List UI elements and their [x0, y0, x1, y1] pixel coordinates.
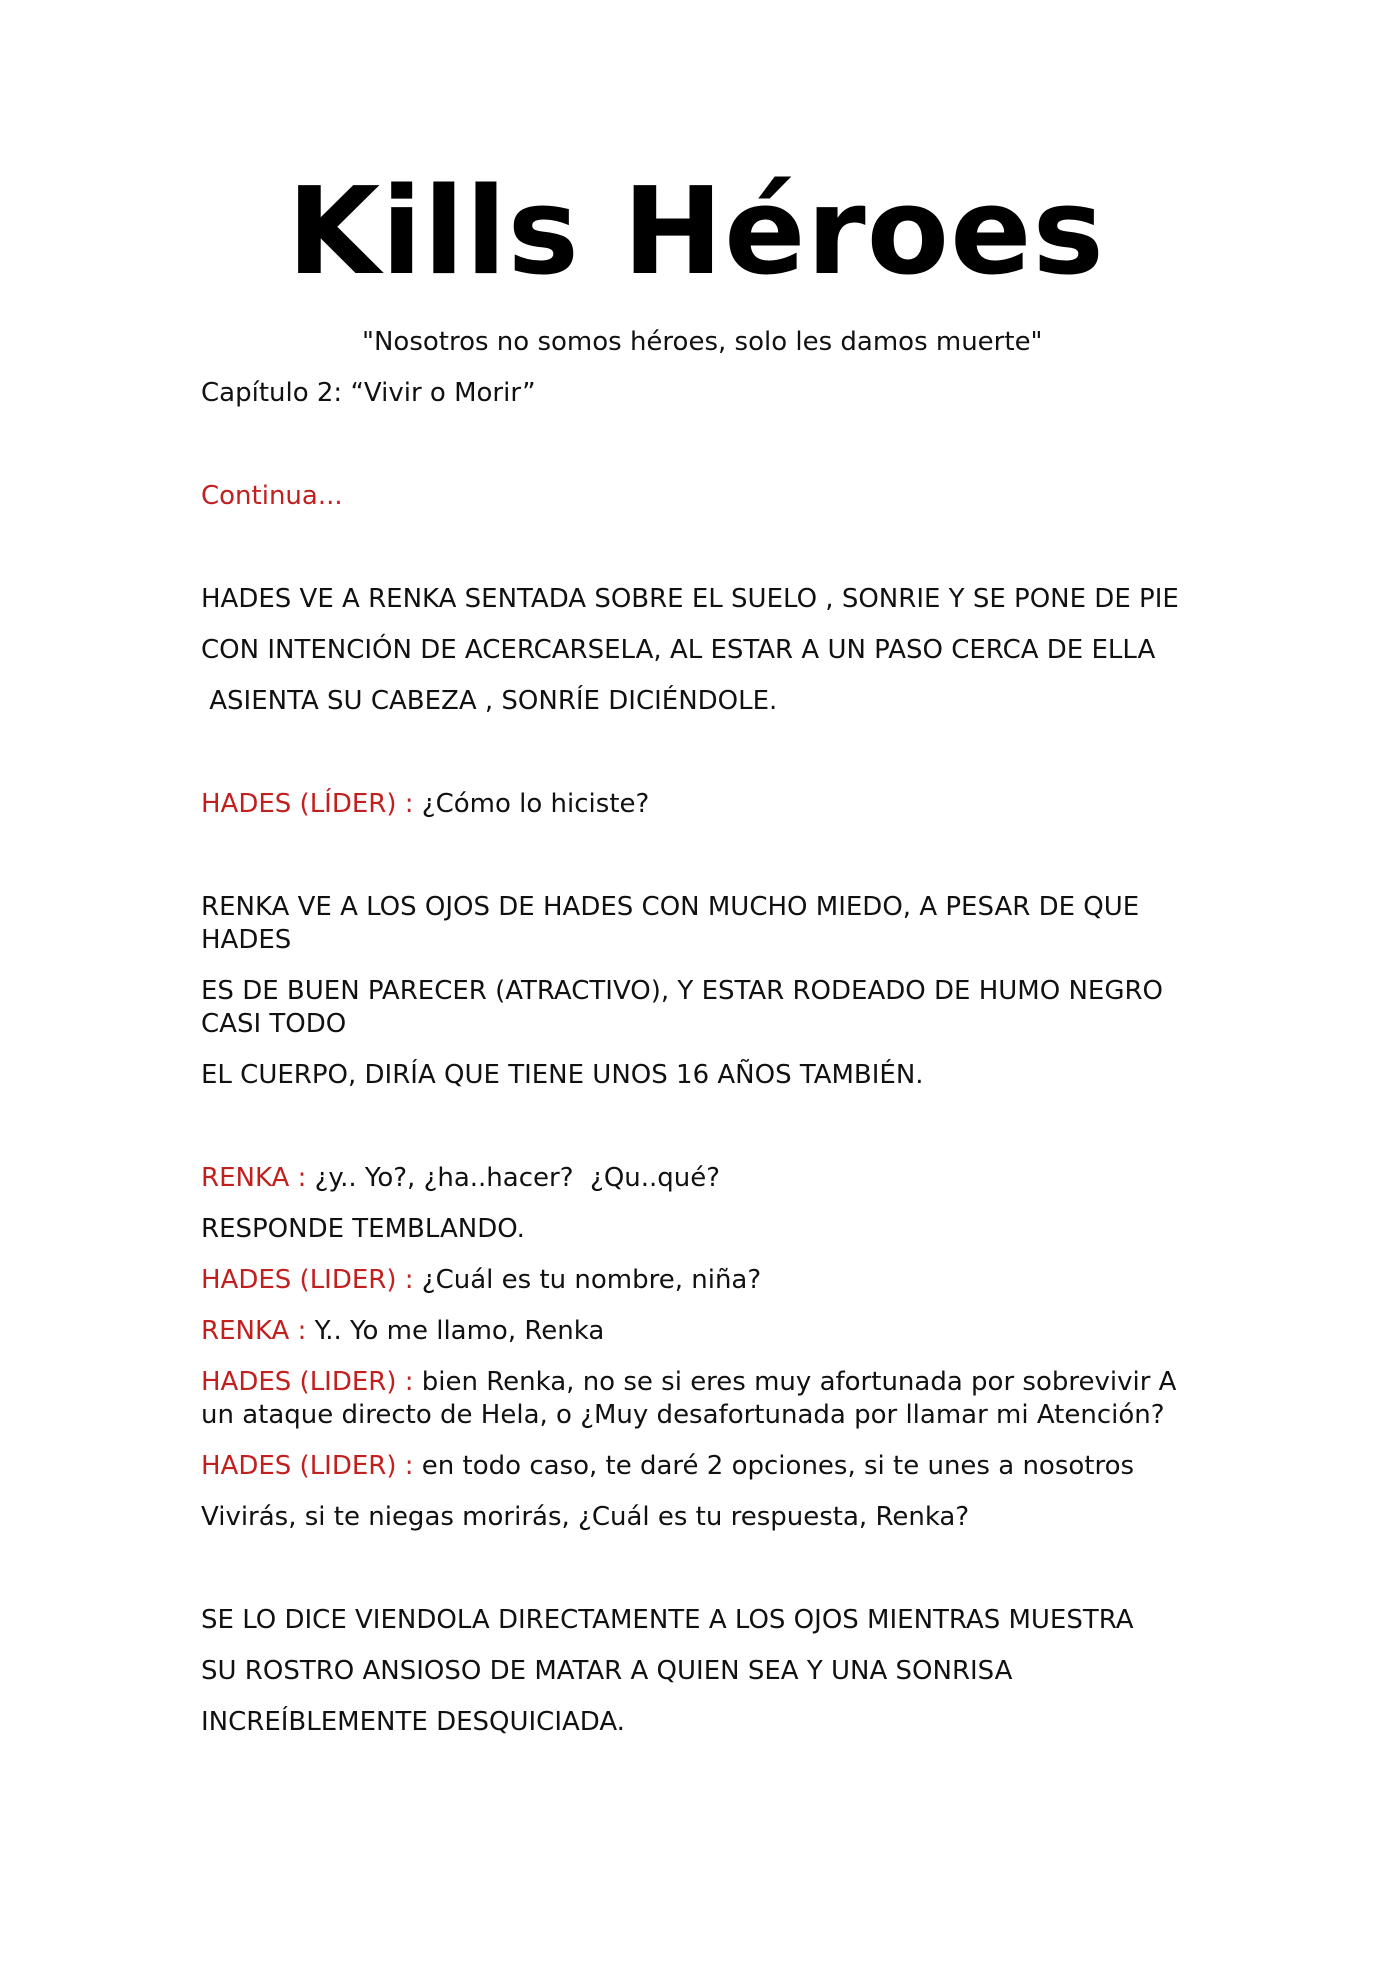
- narration-line: ASIENTA SU CABEZA , SONRÍE DICIÉNDOLE.: [201, 686, 778, 716]
- dialogue-line: [201, 788, 649, 821]
- narration-line: RESPONDE TEMBLANDO.: [201, 1214, 525, 1244]
- dialogue-line: [201, 1450, 1134, 1483]
- narration-line: EL CUERPO, DIRÍA QUE TIENE UNOS 16 AÑOS TAMBIÉN.: [201, 1060, 924, 1090]
- dialogue-text: ¿Cuál es tu nombre, niña?: [421, 1265, 762, 1295]
- dialogue-text: ¿y.. Yo?, ¿ha..hacer? ¿Qu..qué?: [314, 1163, 721, 1193]
- document-title: [0, 163, 1400, 302]
- chapter-heading: Capítulo 2: “Vivir o Morir”: [201, 378, 536, 408]
- narration-line: SU ROSTRO ANSIOSO DE MATAR A QUIEN SEA Y UNA SONRISA: [201, 1656, 1013, 1686]
- narration-line: SE LO DICE VIENDOLA DIRECTAMENTE A LOS OJOS MIENTRAS MUESTRA: [201, 1605, 1134, 1635]
- document-tagline: "Nosotros no somos héroes, solo les damos muerte": [362, 327, 1043, 357]
- dialogue-text-continued: un ataque directo de Hela, o ¿Muy desafortunada por llamar mi Atención?: [201, 1400, 1165, 1430]
- narration-line: HADES: [201, 925, 292, 955]
- speaker-label: HADES (LIDER) :: [201, 1265, 422, 1295]
- narration-line: ES DE BUEN PARECER (ATRACTIVO), Y ESTAR RODEADO DE HUMO NEGRO: [201, 976, 1164, 1006]
- dialogue-text-continued: Vivirás, si te niegas morirás, ¿Cuál es tu respuesta, Renka?: [201, 1502, 970, 1532]
- dialogue-text: Y.. Yo me llamo, Renka: [314, 1316, 605, 1346]
- speaker-label: HADES (LIDER) :: [201, 1451, 422, 1481]
- speaker-label: HADES (LÍDER) :: [201, 789, 422, 819]
- dialogue-text: en todo caso, te daré 2 opciones, si te unes a nosotros: [421, 1451, 1135, 1481]
- document-title-text: Kills Héroes: [287, 163, 1105, 302]
- continued-label: Continua...: [201, 481, 343, 511]
- narration-line: RENKA VE A LOS OJOS DE HADES CON MUCHO MIEDO, A PESAR DE QUE: [201, 892, 1140, 922]
- narration-line: HADES VE A RENKA SENTADA SOBRE EL SUELO , SONRIE Y SE PONE DE PIE: [201, 584, 1179, 614]
- dialogue-line: [201, 1264, 761, 1297]
- narration-line: CASI TODO: [201, 1009, 347, 1039]
- dialogue-text: bien Renka, no se si eres muy afortunada por sobrevivir A: [421, 1367, 1177, 1397]
- dialogue-text: ¿Cómo lo hiciste?: [421, 789, 650, 819]
- narration-line: CON INTENCIÓN DE ACERCARSELA, AL ESTAR A UN PASO CERCA DE ELLA: [201, 635, 1156, 665]
- speaker-label: HADES (LIDER) :: [201, 1367, 422, 1397]
- dialogue-line: [201, 1162, 720, 1195]
- speaker-label: RENKA :: [201, 1163, 315, 1193]
- dialogue-line: [201, 1315, 604, 1348]
- speaker-label: RENKA :: [201, 1316, 315, 1346]
- dialogue-line: [201, 1366, 1176, 1399]
- narration-line: INCREÍBLEMENTE DESQUICIADA.: [201, 1707, 625, 1737]
